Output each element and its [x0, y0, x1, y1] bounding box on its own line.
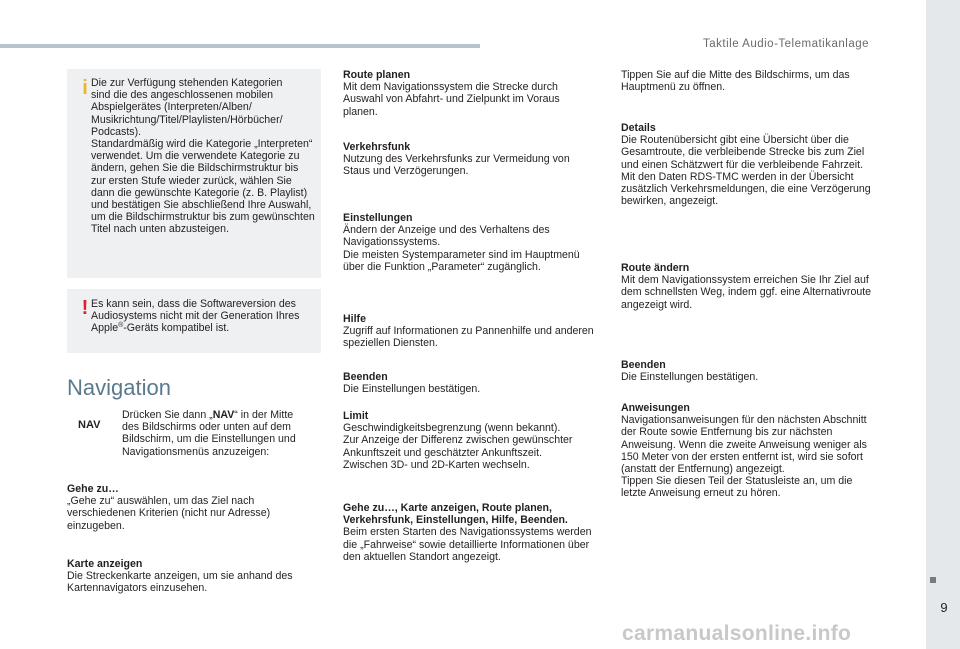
- nav-key-label: NAV: [78, 419, 101, 431]
- menu-entry-limit: Limit Geschwindigkeitsbegrenzung (wenn bekannt). Zur Anzeige der Differenz zwischen gewünschter Ankunftszeit und geschätzter Ankunftszeit. Zwischen 3D- und 2D-Karten wechseln.: [343, 410, 573, 471]
- menu-entry-first-start: Gehe zu…, Karte anzeigen, Route planen, Verkehrsfunk, Einstellungen, Hilfe, Beenden. Beim ersten Starten des Navigationssystems werden die „Fahrweise“ sowie detaillierte Informationen über den aktuellen Standort angezeigt.: [343, 502, 592, 563]
- menu-entry-verkehrsfunk: Verkehrsfunk Nutzung des Verkehrsfunks zur Vermeidung von Staus und Verzögerungen.: [343, 141, 570, 178]
- page-edge-strip: [926, 0, 960, 649]
- info-icon: i: [82, 77, 88, 99]
- menu-entry-beenden: Beenden Die Einstellungen bestätigen.: [343, 371, 481, 396]
- section-title: Navigation: [67, 375, 171, 400]
- nav-intro-text: Drücken Sie dann „NAV“ in der Mitte des Bildschirms oder unten auf dem Bildschirm, um die Einstellungen und Navigationsmenüs anzuzeigen:: [122, 409, 296, 458]
- menu-entry-gehe-zu: Gehe zu… „Gehe zu“ auswählen, um das Ziel nach verschiedenen Kriterien (nicht nur Adresse) einzugeben.: [67, 483, 271, 532]
- warning-note-text: Es kann sein, dass die Softwareversion des Audiosystems nicht mit der Generation Ihres Apple®-Geräts kompatibel ist.: [91, 298, 300, 335]
- menu-entry-einstellungen: Einstellungen Ändern der Anzeige und des Verhaltens des Navigationssystems. Die meisten Systemparameter sind im Hauptmenü über die Funktion „Parameter“ zugänglich.: [343, 212, 580, 273]
- watermark: carmanualsonline.info: [622, 622, 852, 645]
- menu-entry-beenden-2: Beenden Die Einstellungen bestätigen.: [621, 359, 759, 384]
- page-header-title: Taktile Audio-Telematikanlage: [703, 38, 870, 50]
- menu-entry-anweisungen: Anweisungen Navigationsanweisungen für den nächsten Abschnitt der Route sowie Entfernung bis zur nächsten Anweisung. Wenn die zweite Anweisung weniger als 150 Meter von der ersten entfernt ist, wird sie sofort (anstatt der Entfernung) angezeigt. Tippen Sie diesen Teil der Statusleiste an, um die letzte Anweisung erneut zu hören.: [621, 402, 867, 500]
- warning-exclamation-icon: !: [81, 297, 89, 319]
- section-end-marker: [930, 577, 936, 583]
- text-tap-center: Tippen Sie auf die Mitte des Bildschirms, um das Hauptmenü zu öffnen.: [621, 69, 850, 94]
- warning-note-box: [67, 289, 321, 353]
- menu-entry-hilfe: Hilfe Zugriff auf Informationen zu Pannenhilfe und anderen speziellen Diensten.: [343, 313, 594, 350]
- page-number: 9: [940, 600, 948, 615]
- menu-entry-details: Details Die Routenübersicht gibt eine Übersicht über die Gesamtroute, die verbleibende Strecke bis zum Ziel und einen Schätzwert für die verbleibende Fahrzeit. Mit den Daten RDS-TMC werden in der Übersicht zusätzlich Verkehrsmeldungen, die eine Verzögerung bewirken, angezeigt.: [621, 122, 871, 208]
- menu-entry-route-planen: Route planen Mit dem Navigationssystem die Strecke durch Auswahl von Abfahrt- und Zielpunkt im Voraus planen.: [343, 69, 560, 118]
- info-note-box: [67, 69, 321, 278]
- header-rule: [0, 44, 480, 48]
- menu-entry-karte-anzeigen: Karte anzeigen Die Streckenkarte anzeigen, um sie anhand des Kartennavigators einzusehen.: [67, 558, 293, 595]
- info-note-text: Die zur Verfügung stehenden Kategorien sind die des angeschlossenen mobilen Abspielgerätes (Interpreten/Alben/ Musikrichtung/Titel/Playlisten/Hörbücher/ Podcasts). Standardmäßig wird die Kategorie „Interpreten“ verwendet. Um die verwendete Kategorie zu ändern, gehen Sie die Bildschirmstruktur bis zur ersten Stufe wieder zurück, wählen Sie dann die gewünschte Kategorie (z. B. Playlist) und bestätigen Sie abschließend Ihre Auswahl, um die Bildschirmstruktur bis zum gewünschten Titel nach unten abzusteigen.: [91, 77, 315, 236]
- menu-entry-route-aendern: Route ändern Mit dem Navigationssystem erreichen Sie Ihr Ziel auf dem schnellsten Weg, indem ggf. eine Alternativroute angezeigt wird.: [621, 262, 872, 311]
